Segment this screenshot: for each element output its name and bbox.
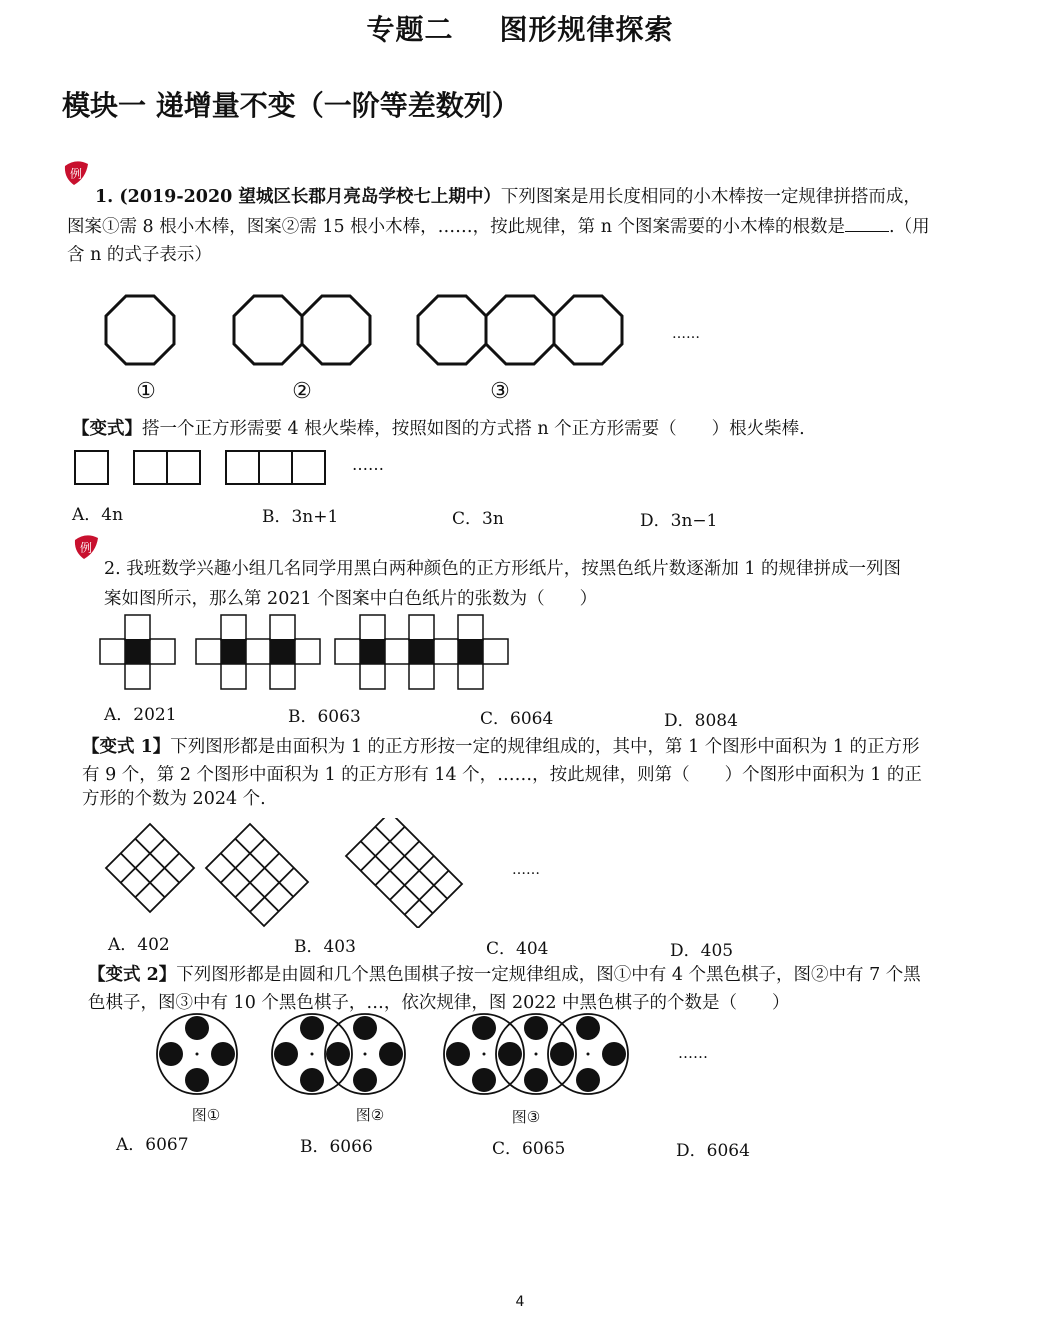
square-group-3 — [226, 451, 325, 484]
octagon-3c — [554, 296, 622, 364]
example-badge-icon — [62, 160, 90, 186]
q1-line-3: 含 n 的式子表示） — [67, 245, 212, 265]
q2-line-2: 案如图所示，那么第 2021 个图案中白色纸片的张数为（ ） — [104, 589, 598, 609]
v3-option-a: A．6067 — [116, 1135, 189, 1155]
v1-option-b: B．3n+1 — [262, 507, 339, 527]
svg-text:例: 例 — [79, 541, 93, 555]
q1-source: 1. (2019-2020 望城区长郡月亮岛学校七上期中） — [95, 187, 501, 207]
q2-option-c: C．6064 — [480, 709, 554, 729]
octagon-1 — [106, 296, 174, 364]
svg-text:例: 例 — [69, 167, 83, 181]
black-paper — [221, 639, 246, 664]
octagon-3b — [486, 296, 554, 364]
v2-option-a: A．402 — [108, 935, 170, 955]
v3-option-b: B．6066 — [300, 1137, 373, 1157]
q2-option-a: A．2021 — [104, 705, 177, 725]
octagon-3a — [418, 296, 486, 364]
page-number: 4 — [515, 1294, 525, 1310]
v3-label-3: 图③ — [511, 1108, 541, 1126]
v2-line-2: 有 9 个，第 2 个图形中面积为 1 的正方形有 14 个，……，按此规律，则第（ ）个图形中面积为 1 的正 — [82, 765, 922, 785]
v1-option-c: C．3n — [452, 509, 504, 529]
octagon-2a — [234, 296, 302, 364]
black-paper — [409, 639, 434, 664]
q1-line-2: 图案①需 8 根小木棒，图案②需 15 根小木棒，……，按此规律，第 n 个图案需要的小木棒的根数是 .（用 — [67, 217, 930, 237]
q1-ellipsis: …… — [672, 326, 700, 342]
v3-label-2: 图② — [355, 1106, 385, 1124]
v2-option-d: D．405 — [670, 941, 734, 961]
black-paper — [458, 639, 483, 664]
q1-answer-blank — [845, 215, 889, 232]
v1-matchstick-squares — [72, 448, 412, 488]
q1-label-3: ③ — [490, 379, 510, 404]
q1-octagon-figures — [90, 290, 730, 410]
title-part-2: 图形规律探索 — [499, 13, 674, 46]
v3-circle-figures — [150, 1012, 750, 1132]
page-title — [0, 8, 1040, 48]
v1-question: 【变式】搭一个正方形需要 4 根火柴棒，按照如图的方式搭 n 个正方形需要（ ）根火柴棒. — [72, 419, 805, 439]
q1-label-1: ① — [136, 379, 156, 404]
black-paper — [125, 639, 150, 664]
module-heading: 模块一 递增量不变（一阶等差数列） — [62, 89, 520, 122]
q1-label-2: ② — [292, 379, 312, 404]
v2-option-c: C．404 — [486, 939, 549, 959]
q2-option-b: B．6063 — [288, 707, 361, 727]
v1-option-a: A．4n — [72, 505, 124, 525]
v2-tag: 【变式 1】 — [82, 737, 171, 757]
black-paper — [360, 639, 385, 664]
v1-option-d: D．3n−1 — [640, 511, 718, 531]
v3-option-c: C．6065 — [492, 1139, 566, 1159]
v2-line-1: 【变式 1】下列图形都是由面积为 1 的正方形按一定的规律组成的，其中，第 1 个图形中面积为 1 的正方形 — [82, 737, 920, 757]
v3-label-1: 图① — [191, 1106, 221, 1124]
v3-line-2: 色棋子，图③中有 10 个黑色棋子，…，依次规律，图 2022 中黑色棋子的个数是（ ） — [88, 993, 790, 1013]
v3-option-d: D．6064 — [676, 1141, 750, 1161]
title-part-1: 专题二 — [366, 13, 454, 46]
q1-line-1: 1. (2019-2020 望城区长郡月亮岛学校七上期中）下列图案是用长度相同的小木棒按一定规律拼搭而成， — [95, 187, 921, 207]
v2-line-3: 方形的个数为 2024 个. — [82, 789, 266, 809]
v3-ellipsis: …… — [678, 1044, 708, 1062]
v2-option-b: B．403 — [294, 937, 356, 957]
q2-option-d: D．8084 — [664, 711, 738, 731]
v3-line-1: 【变式 2】下列图形都是由圆和几个黑色围棋子按一定规律组成，图①中有 4 个黑色棋子，图②中有 7 个黑 — [88, 965, 921, 985]
q2-paper-figures — [98, 612, 518, 692]
v1-tag: 【变式】 — [72, 419, 142, 439]
v2-ellipsis: …… — [512, 862, 540, 878]
v2-diamond-grids — [100, 818, 560, 928]
v1-ellipsis: …… — [352, 455, 384, 474]
q2-line-1: 2. 我班数学兴趣小组几名同学用黑白两种颜色的正方形纸片，按黑色纸片数逐渐加 1 的规律拼成一列图 — [104, 559, 902, 579]
example-badge-icon — [72, 534, 100, 560]
square-group-1 — [75, 451, 108, 484]
v3-tag: 【变式 2】 — [88, 965, 177, 985]
black-paper — [270, 639, 295, 664]
octagon-2b — [302, 296, 370, 364]
